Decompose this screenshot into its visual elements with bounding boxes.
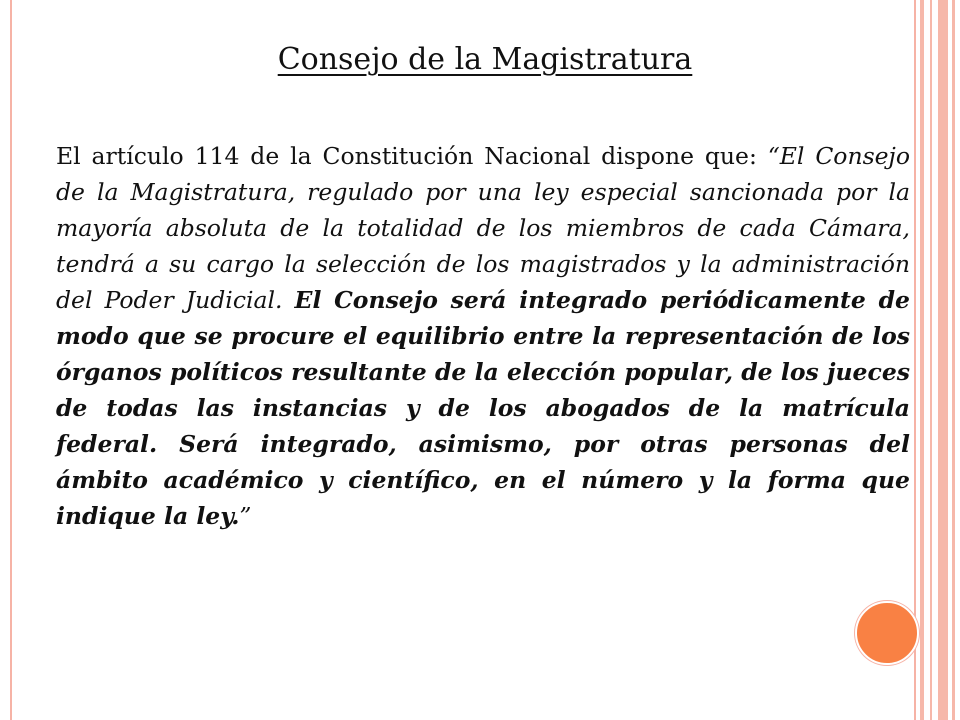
- quote-bold-text: El Consejo será integrado periódicamente de modo que se procure el equilibrio entre la representación de los órganos políticos resultante de la elección popular, de los jueces de todas las instancias y de los abogados de la matrícula federal. Será integrado, asimismo, por otras personas del ámbito académico y científico, en el número y la forma que indique la ley.: [56, 286, 910, 530]
- band-stripe: [938, 0, 948, 720]
- quote-italic-text: “El Consejo de la Magistratura, regulado por una ley especial sancionada por la mayoría absoluta de la totalidad de los miembros de cada Cámara, tendrá a su cargo la selección de los magistrados y la administración del Poder Judicial.: [56, 142, 910, 314]
- slide-title: [0, 42, 960, 77]
- decorative-side-band: [916, 0, 960, 720]
- decorative-circle: [855, 601, 919, 665]
- intro-text: El artículo 114 de la Constitución Nacional dispone que:: [56, 142, 757, 170]
- slide-body: [56, 138, 910, 534]
- band-stripe: [920, 0, 924, 720]
- band-stripe: [930, 0, 932, 720]
- slide-title-text: Consejo de la Magistratura: [277, 42, 693, 77]
- band-stripe: [952, 0, 955, 720]
- quote-close-mark: ”: [239, 502, 252, 530]
